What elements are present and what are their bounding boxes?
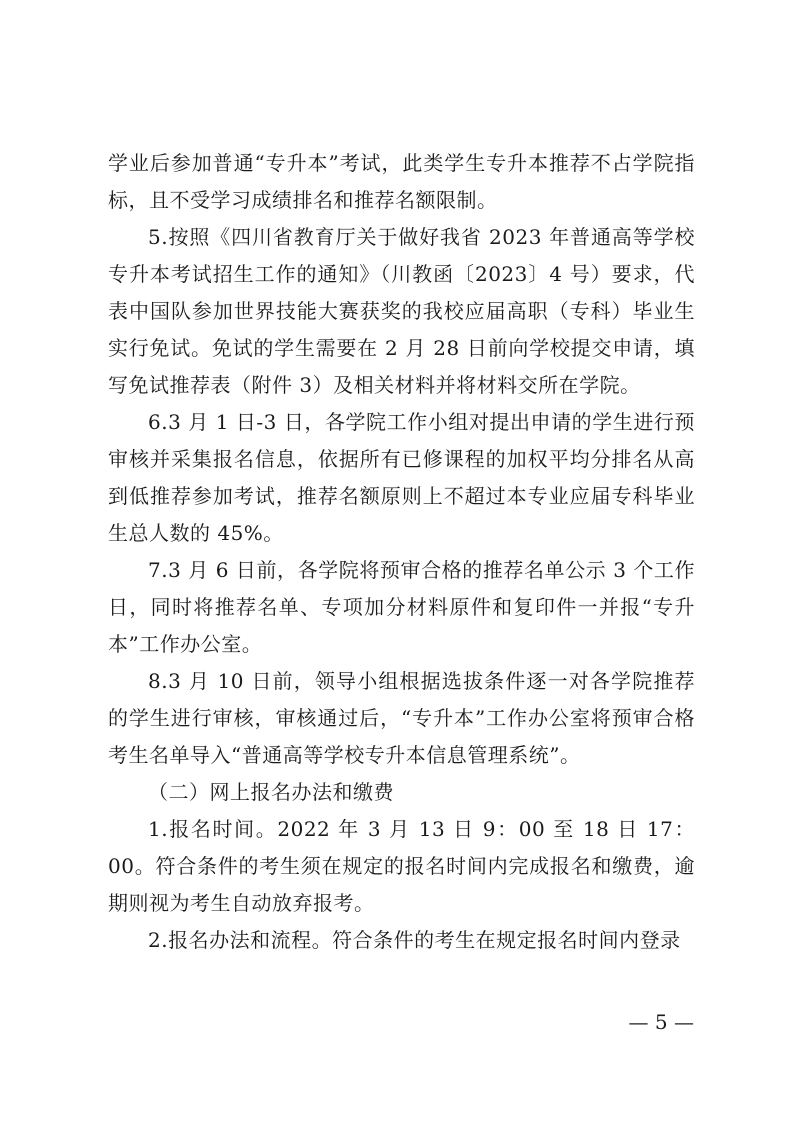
page-number: — 5 — (628, 1010, 694, 1034)
paragraph-item-7: 7.3 月 6 日前，各学院将预审合格的推荐名单公示 3 个工作日，同时将推荐名单、专项加分材料原件和复印件一并报“专升本”工作办公室。 (108, 558, 695, 656)
paragraph-item-8: 8.3 月 10 日前，领导小组根据选拔条件逐一对各学院推荐的学生进行审核，审核通过后，“专升本”工作办公室将预审合格考生名单导入“普通高等学校专升本信息管理系统”。 (108, 669, 695, 767)
paragraph-item-6: 6.3 月 1 日-3 日，各学院工作小组对提出申请的学生进行预审核并采集报名信息，依据所有已修课程的加权平均分排名从高到低推荐参加考试，推荐名额原则上不超过本专业应届专科毕业生总人数的 45%。 (108, 410, 695, 545)
paragraph-item-5: 5.按照《四川省教育厅关于做好我省 2023 年普通高等学校专升本考试招生工作的通知》（川教函〔2023〕4 号）要求，代表中国队参加世界技能大赛获奖的我校应届高职（专科）毕业生实行免试。免试的学生需要在 2 月 28 日前向学校提交申请，填写免试推荐表（附件 3）及相关材料并将材料交所在学院。 (108, 225, 695, 397)
section-heading: （二）网上报名办法和缴费 (148, 780, 394, 804)
paragraph-continuation: 学业后参加普通“专升本”考试，此类学生专升本推荐不占学院指标，且不受学习成绩排名和推荐名额限制。 (108, 151, 695, 212)
paragraph-registration-time: 1.报名时间。2022 年 3 月 13 日 9：00 至 18 日 17：00。符合条件的考生须在规定的报名时间内完成报名和缴费，逾期则视为考生自动放弃报考。 (108, 817, 695, 915)
paragraph-registration-method: 2.报名办法和流程。符合条件的考生在规定报名时间内登录 (148, 928, 681, 952)
